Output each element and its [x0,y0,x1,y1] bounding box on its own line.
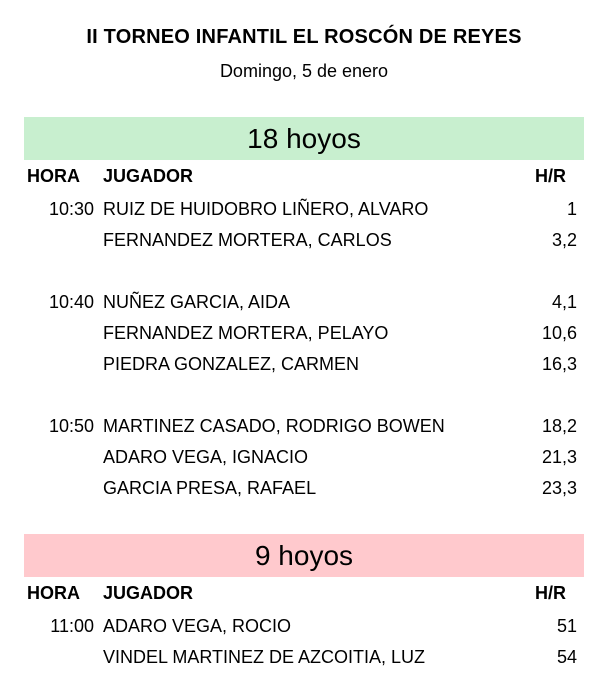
row-player-name: PIEDRA GONZALEZ, CARMEN [103,354,360,374]
row-handicap: 54 [556,647,577,667]
row-player-name: GARCIA PRESA, RAFAEL [103,478,317,498]
row-handicap: 16,3 [541,354,577,374]
row-handicap: 10,6 [541,323,577,343]
header-hr: H/R [535,166,566,186]
row-handicap: 4,1 [551,292,577,312]
row-handicap: 18,2 [541,416,577,436]
header-hr: H/R [535,583,566,603]
row-time: 10:40 [48,292,94,312]
header-jugador: JUGADOR [103,166,194,186]
row-handicap: 23,3 [541,478,577,498]
row-handicap: 3,2 [551,230,577,250]
row-player-name: RUIZ DE HUIDOBRO LIÑERO, ALVARO [103,199,429,219]
row-handicap: 1 [566,199,577,219]
row-player-name: FERNANDEZ MORTERA, CARLOS [103,230,392,250]
page-title: II TORNEO INFANTIL EL ROSCÓN DE REYES [86,26,522,48]
row-player-name: ADARO VEGA, IGNACIO [103,447,309,467]
row-player-name: MARTINEZ CASADO, RODRIGO BOWEN [103,416,445,436]
page-subtitle: Domingo, 5 de enero [219,61,389,81]
header-hora: HORA [27,583,80,603]
row-player-name: NUÑEZ GARCIA, AIDA [103,292,291,312]
header-hora: HORA [27,166,80,186]
row-player-name: ADARO VEGA, ROCIO [103,616,292,636]
section-band-18-hoyos: 18 hoyos [24,117,584,160]
section-band-9-hoyos: 9 hoyos [24,534,584,577]
row-time: 10:30 [48,199,94,219]
row-player-name: VINDEL MARTINEZ DE AZCOITIA, LUZ [103,647,426,667]
row-time: 11:00 [50,616,94,636]
row-player-name: FERNANDEZ MORTERA, PELAYO [103,323,389,343]
row-time: 10:50 [48,416,94,436]
row-handicap: 21,3 [541,447,577,467]
header-jugador: JUGADOR [103,583,194,603]
row-handicap: 51 [556,616,577,636]
